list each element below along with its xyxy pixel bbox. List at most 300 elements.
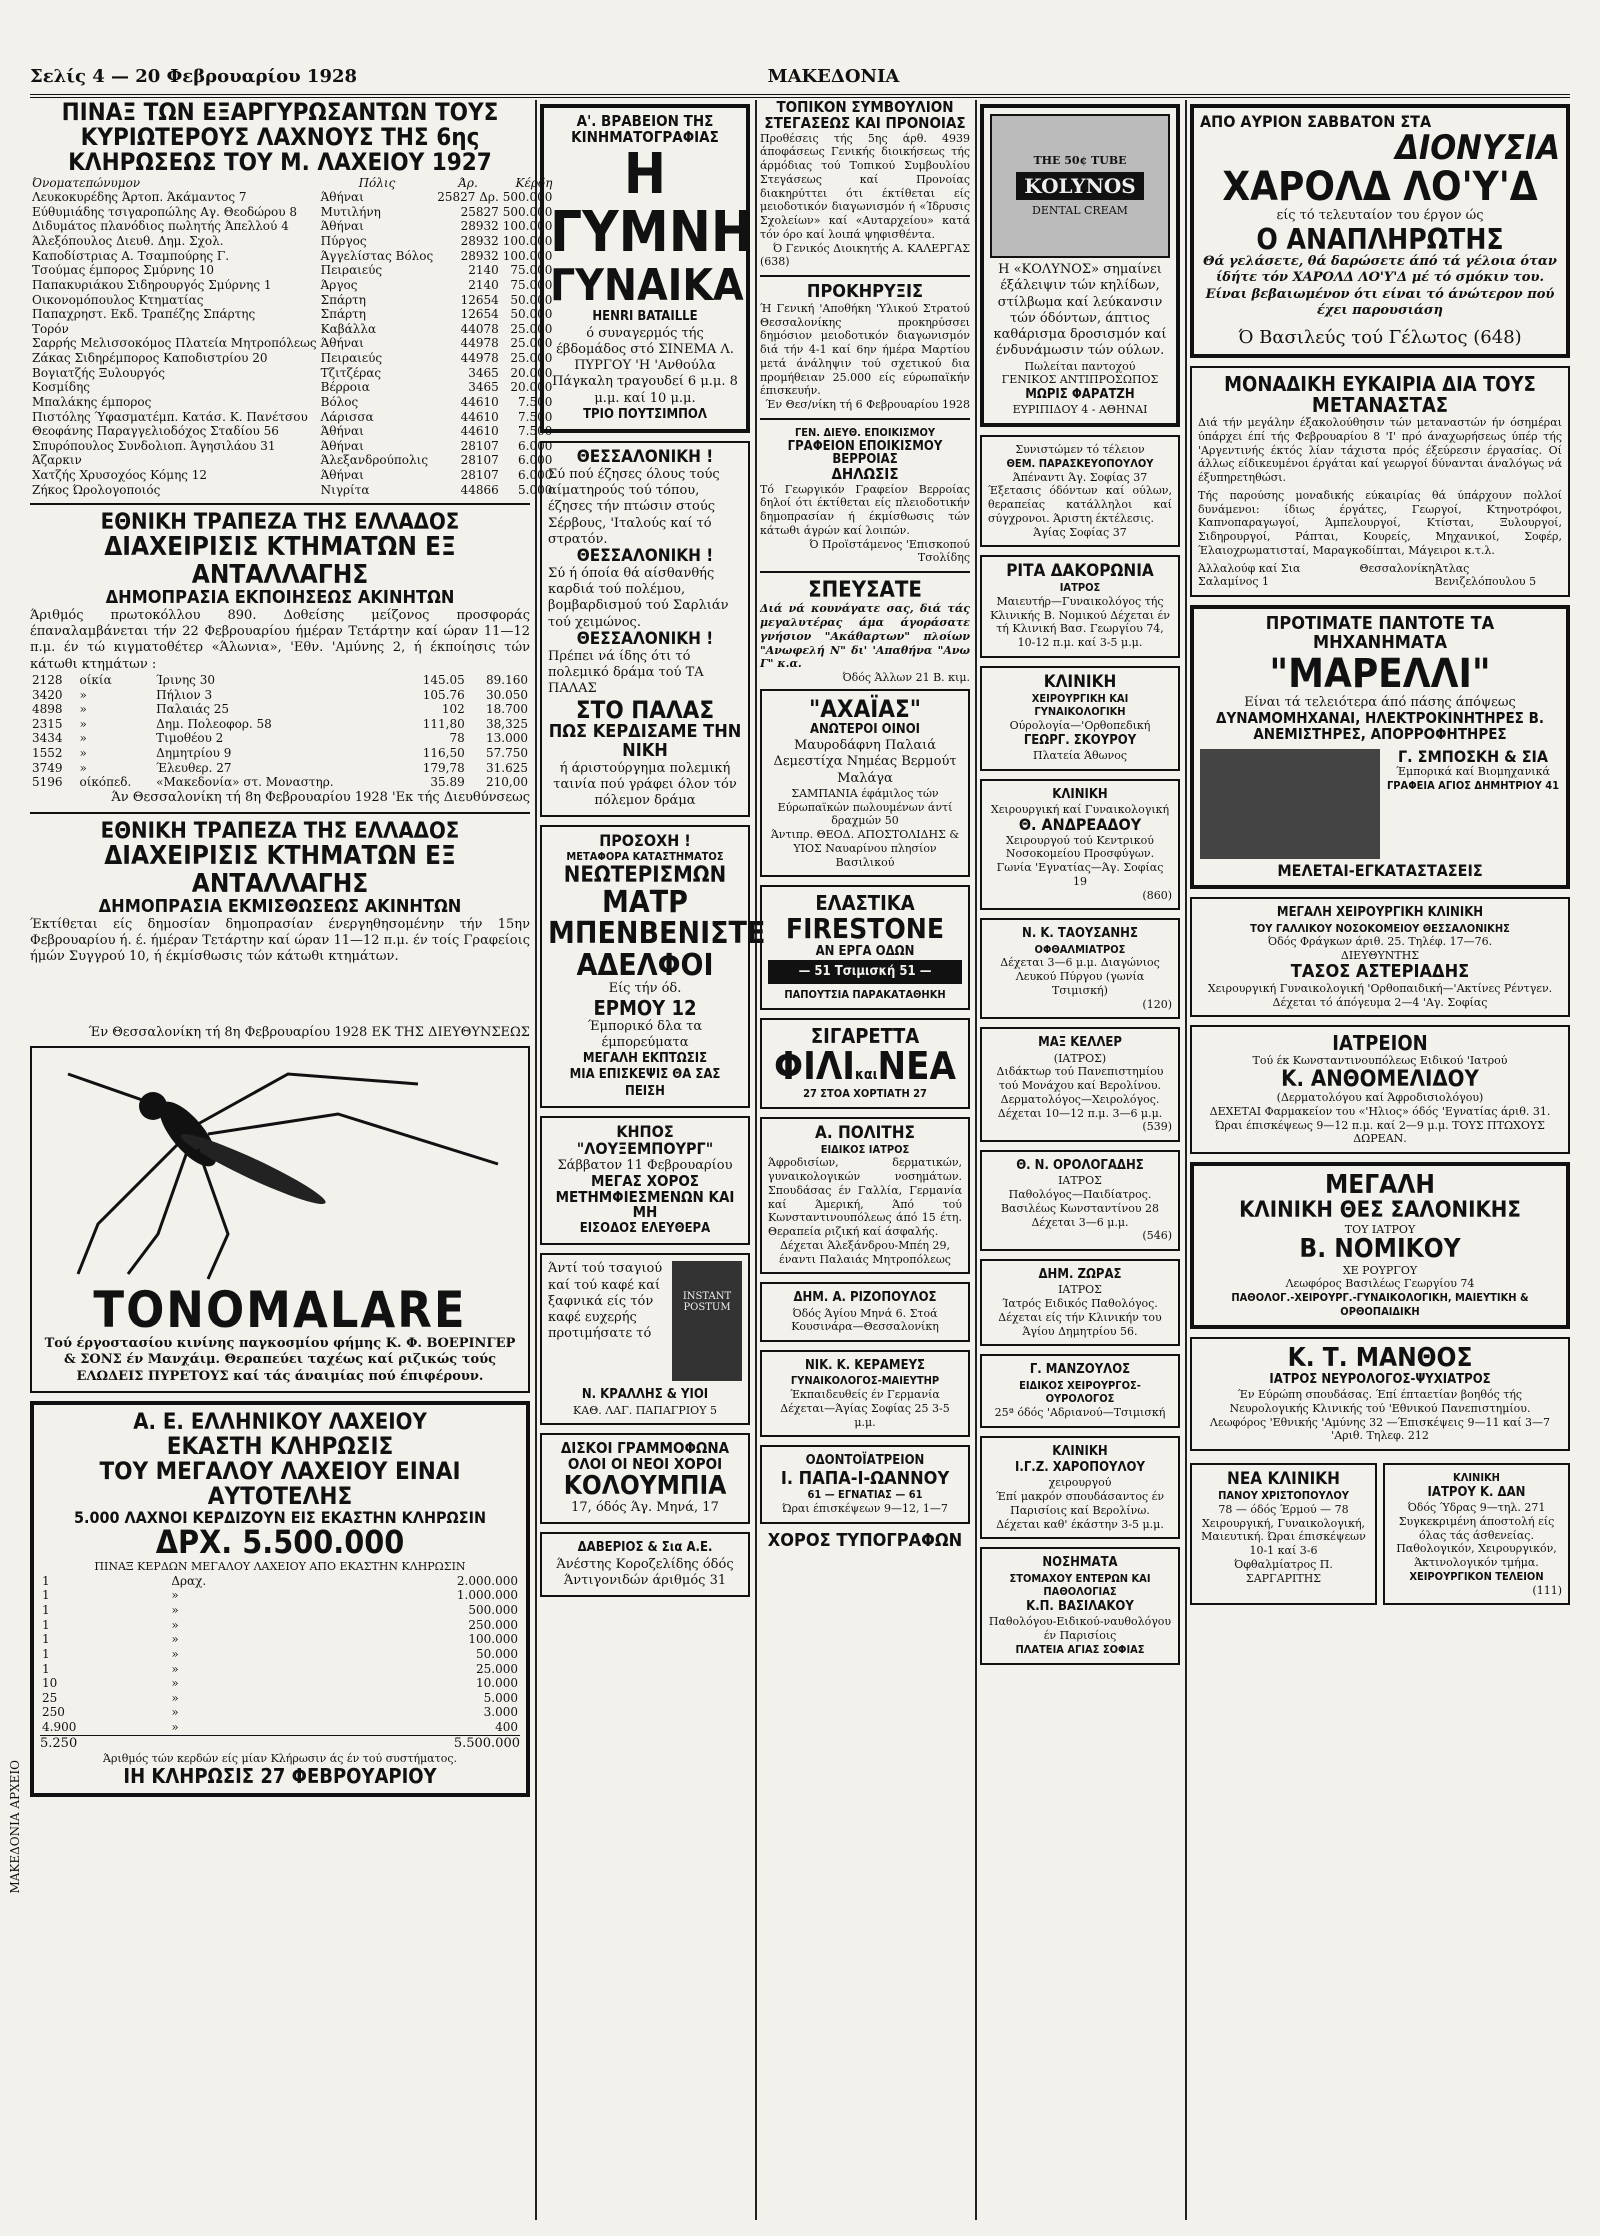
table-cell: Άζαρκιν [32,453,82,468]
table-cell: Σπάρτη [320,307,366,322]
table-cell: 28932 [460,234,499,249]
zoras-name: ΔΗΜ. ΖΩΡΑΣ [1038,1267,1122,1283]
rizopoulos-addr: Όδός Άγίου Μηνά 6. Στοά Κουσινάρα—Θεσσαλονίκη [791,1306,939,1334]
kolynos-sale: Πωλείται παντοχού [1024,359,1136,373]
table-row [30,761,530,776]
war-film-title: ΠΩΣ ΚΕΡΔΙΣΑΜΕ ΤΗΝ ΝΙΚΗ [548,720,742,761]
table-row [30,263,554,278]
table-cell: 78 [449,731,465,746]
table-cell: 25827 [460,204,499,219]
table-cell: Νιγρίτα [320,482,370,497]
table-cell: Άθήναι [320,438,364,453]
table-row [30,424,554,439]
table-cell: 500.000 [502,204,553,219]
table-cell: 1 [42,1617,50,1632]
anestis-addr: Άνέστης Κοροζελίδης όδός Άντιγονιδών άριθμός 31 [556,1556,734,1588]
table-cell: 100.000 [502,248,553,263]
table-cell: Παλαιάς 25 [156,702,230,717]
shop-l7: Έμπορικό δλα τα έμπορεύματα [587,1018,703,1050]
typographers-dance: ΧΟΡΟΣ ΤΥΠΟΓΡΑΦΩΝ [767,1529,963,1551]
nomikou-name: Β. ΝΟΜΙΚΟΥ [1299,1234,1461,1265]
next-draw: ΙΗ ΚΛΗΡΩΣΙΣ 27 ΦΕΒΡΟΥΑΡΙΟΥ [123,1763,437,1788]
marelli-agent2: Έμπορικά καί Βιομηχανικά [1396,765,1550,779]
council-h2: ΣΤΕΓΑΣΕΩΣ ΚΑΙ ΠΡΟΝΟΙΑΣ [764,113,966,132]
bank-division: ΔΙΑΧΕΙΡΙΣΙΣ ΚΤΗΜΑΤΩΝ ΕΞ ΑΝΤΑΛΛΑΓΗΣ [104,841,456,899]
table-cell: 5.000 [483,1690,518,1705]
table-cell: Τιμοθέου 2 [156,731,224,746]
lease-body: Έκτίθεται είς δημοσίαν δημοπρασίαν ένεργηθησομένην τήν 15ην Φεβρουαρίου ή. έ. ήμέραν Τετάρτην καί ώραν 11—12 π.μ. έν τοίς Γραφείοις ήμών Συγγρού 10, ή έκμίσθωσις τών κάτωθι κτημάτων. [30,916,530,965]
kolynos-addr: ΕΥΡΙΠΙΔΟΥ 4 - ΑΘΗΝΑΙ [1012,403,1148,417]
table-cell: Δημ. Πολεοφορ. 58 [156,716,272,731]
achaia-ad [760,689,970,878]
war-film-h2: ΘΕΣΣΑΛΟΝΙΚΗ ! [576,546,714,567]
war-film-sub: ή άριστούργημα πολεμική ταινία πού γράφει όλον τόν πόλεμον δράμα [553,760,737,809]
keller-body: Διδάκτωρ τού Πανεπιστημίου τού Μονάχου καί Βερολίνου. Δερματολόγος—Χειρολόγος. Δέχεται 10—12 π.μ. 3—6 μ.μ. [996,1065,1164,1120]
table-cell: 500.000 [468,1603,518,1618]
anthomelidou-sub: Τού έκ Κωνσταντινουπόλεως Ειδικού 'Ιατρού [1252,1054,1508,1068]
dan-foot: ΧΕΙΡΟΥΡΓΙΚΟΝ ΤΕΛΕΙΟΝ [1409,1569,1544,1583]
table-cell: Χατζής Χρυσοχόος Κόμης 12 [32,468,208,483]
taousanis-title: ΟΦΘΑΛΜΙΑΤΡΟΣ [1034,942,1126,956]
dan-num: (111) [1532,1583,1562,1597]
table-cell: 1 [42,1632,50,1647]
charopoulou-body: Έπί μακρόν σπουδάσαντος έν Παρισίοις καί Βερολίνω. Δέχεται καθ' έκάστην 3-5 μ.μ. [995,1490,1165,1531]
table-cell: 7.500 [518,424,553,439]
bank-division: ΔΙΑΧΕΙΡΙΣΙΣ ΚΤΗΜΑΤΩΝ ΕΞ ΑΝΤΑΛΛΑΓΗΣ [104,532,456,590]
spevsate-ad [760,579,970,685]
paraske-foot: Άγίας Σοφίας 37 [1033,525,1127,539]
shop-l8: ΜΕΓΑΛΗ ΕΚΠΤΩΣΙΣ [582,1051,708,1067]
nomikou-sub: ΤΟΥ ΙΑΤΡΟΥ [1344,1222,1416,1236]
dionysia-film: Ο ΑΝΑΠΛΗΡΩΤΗΣ [1256,222,1504,256]
table-row [40,1647,520,1662]
dakoronia-title: ΙΑΤΡΟΣ [1059,581,1101,595]
lottery-ad-l2: ΕΚΑΣΤΗ ΚΛΗΡΩΣΙΣ [166,1432,394,1461]
shop-name: ΜΑΤΡ ΜΠΕΝΒΕΝΙΣΤΕ ΑΔΕΛΦΟΙ [548,884,766,983]
firestone-addr: — 51 Τσιμισκή 51 — [768,960,962,984]
vasilakou-h2: ΣΤΟΜΑΧΟΥ ΕΝΤΕΡΩΝ ΚΑΙ ΠΑΘΟΛΟΓΙΑΣ [1009,1571,1151,1599]
spevsate-addr: Όδός Άλλων 21 Β. κιμ. [842,671,970,685]
table-cell: » [171,1646,179,1661]
postum-ad [540,1253,750,1425]
anthomelidou-role: (Δερματολόγου καί Άφροδισιολόγου) [1276,1091,1484,1105]
table-cell: 5196 [32,775,63,790]
archive-strip: ΜΑΚΕΔΟΝΙΑ ΑΡΧΕΙΟ [8,1760,22,1894]
column-rule [1185,100,1187,2220]
table-row [30,410,554,425]
dance-title: ΜΕΓΑΣ ΧΟΡΟΣ ΜΕΤΗΜΦΙΕΣΜΕΝΩΝ ΚΑΙ ΜΗ [555,1171,735,1222]
table-cell: 44078 [460,321,499,336]
clinic-sub: ΤΟΥ ΓΑΛΛΙΚΟΥ ΝΟΣΟΚΟΜΕΙΟΥ ΘΕΣΣΑΛΟΝΙΚΗΣ [1250,921,1510,935]
shop-l1: ΠΡΟΣΟΧΗ ! [599,831,691,851]
col-header: Άρ. [458,175,478,190]
vasilakou-ad [980,1547,1180,1664]
table-cell: 100.000 [468,1632,518,1647]
table-cell: 31.625 [486,760,528,775]
andreadou-sub: Χειρουργική καί Γυναικολογική [990,803,1170,817]
war-film-p1: Σύ πού έζησες όλους τούς αίματηρούς τού τόπου, έζησες τήν πτώσιν στούς Σέρβους, 'Ιταλούς καί τό στρατόν. [548,466,720,547]
achaia-agent: Άντιπρ. ΘΕΟΔ. ΑΠΟΣΤΟΛΙΔΗΣ & ΥΙΟΣ Ναυαρίνου πλησίον Βασιλικού [770,828,960,869]
auction-title: ΔΗΜΟΠΡΑΣΙΑ ΕΚΠΟΙΗΣΕΩΣ ΑΚΙΝΗΤΩΝ [105,587,455,608]
col-header: Όνοματεπώνυμον [32,175,141,190]
auction-footer: Άν Θεσσαλονίκη τή 8η Φεβρουαρίου 1928 'Εκ τής Διευθύνσεως [111,789,530,805]
table-cell: 179,78 [422,760,465,775]
dental-addr: 61 — ΕΓΝΑΤΙΑΣ — 61 [807,1488,923,1502]
table-cell: 75.000 [510,277,553,292]
table-cell: 111,80 [422,716,465,731]
postum-text: Άντί τού τσαγιού καί τού καφέ καί ξαφνικά είς τόν καφέ ευχερής προτιμήσατε τό [548,1261,663,1342]
newspaper-title: ΜΑΚΕΔΟΝΙΑ [767,65,900,87]
table-cell: 75.000 [510,263,553,278]
skouros-addr: Πλατεία Άθωνος [1032,749,1128,763]
cinema-foot: ΤΡΙΟ ΠΟΥΤΣΙΜΠΟΛ [583,406,707,422]
auction-body: Άριθμός πρωτοκόλλου 890. Δοθείσης μείζονος προσφοράς έπαναλαμβάνεται τήν 22 Φεβρουαρίου ήμέραν Τετάρτην καί ώραν 11—12 π.μ. έν τώ κιγματοθέτερ «Άλωνια», 'Εθν. 'Αμύνης 2, ή έκποίησις τών κάτωθι κτημάτων : [30,607,530,672]
table-cell: Άλεξανδρούπολις [320,453,429,468]
dental-hours: Ώραι έπισκέψεων 9—12, 1—7 [782,1502,948,1516]
emigrants-title: ΜΟΝΑΔΙΚΗ ΕΥΚΑΙΡΙΑ ΔΙΑ ΤΟΥΣ ΜΕΤΑΝΑΣΤΑΣ [1224,372,1536,418]
lease-footer: Έν Θεσσαλονίκη τή 8η Φεβρουαρίου 1928 ΕΚ ΤΗΣ ΔΙΕΥΘΥΝΣΕΩΣ [88,1025,530,1041]
table-cell: Καβάλλα [320,321,377,336]
table-cell: 2140 [468,277,499,292]
vasilakou-name: Κ.Π. ΒΑΣΙΛΑΚΟΥ [1026,1599,1134,1615]
table-cell: 25.000 [510,336,553,351]
table-row [40,1662,520,1677]
kerameus-title: ΓΥΝΑΙΚΟΛΟΓΟΣ-ΜΑΙΕΥΤΗΡ [790,1374,940,1388]
table-cell: 116,50 [422,746,465,761]
kolynos-body: Η «ΚΟΛΥΝΟΣ» σημαίνει έξάλειψιν τών κηλίδων, στίλβωμα καί λεύκανσιν τών όδόντων, άπτιος καθάρισμα δροσισμόν καί ένδυνάμωσιν τών ούλων. [993,262,1167,359]
table-cell: Οικονομόπουλος Κτηματίας [32,292,204,307]
film-title-1: Η ΓΥΜΝΗ [550,141,754,266]
tender-body: Ή Γενική 'Αποθήκη 'Υλικού Στρατού Θεσσαλονίκης προκηρύσσει δημόσιον μειοδοτικόν διαγωνισμόν διά τήν 4-1 καί 6ην ήμέρα Μαρτίου μετά άνάληψιν τού σχετικού δια προμήθειαν 25.000 είς εύρωπαϊκήν έπισκευήν. [760,301,970,398]
veroia-notice [760,426,970,565]
table-cell: 12654 [460,292,499,307]
cinema-body: ό συναγερμός τής έβδομάδος στό ΣΙΝΕΜΑ Λ. ΠΥΡΓΟΥ 'Η 'Ανθούλα Πάγκαλη τραγουδεί 6 μ.μ. 8 μ.μ. καί 10 μ.μ. [552,325,738,406]
marelli-foot: ΜΕΛΕΤΑΙ-ΕΓΚΑΤΑΣΤΑΣΕΙΣ [1277,860,1483,880]
taousanis-num: (120) [1142,997,1172,1011]
table-cell: » [171,1617,179,1632]
emigrants-ad [1190,366,1570,597]
col-header: Πόλις [358,175,396,190]
table-cell: Βέρροια [320,380,370,395]
table-row [30,395,554,410]
table-row [40,1705,520,1720]
table-cell: Παπακυριάκου Σιδηρουργός Σμύρνης 1 [32,277,272,292]
column-1 [30,98,553,2220]
dionysia-top: ΑΠΟ ΑΥΡΙΟΝ ΣΑΒΒΑΤΟΝ ΣΤΑ [1200,112,1432,131]
marelli-agent: Γ. ΣΜΠΟΣΚΗ & ΣΙΑ [1397,746,1549,766]
table-row [30,293,554,308]
keller-ad [980,1027,1180,1142]
dental-ad [760,1445,970,1524]
manthos-title: ΙΑΤΡΟΣ ΝΕΥΡΟΛΟΓΟΣ-ΨΥΧΙΑΤΡΟΣ [1269,1371,1491,1387]
table-cell: οίκία [79,672,112,687]
shop-l2: ΜΕΤΑΦΟΡΑ ΚΑΤΑΣΤΗΜΑΤΟΣ [566,850,724,864]
table-row [30,673,530,688]
tonomalare-text: Τού έργοστασίου κινίνης παγκοσμίου φήμης Κ. Φ. ΒΟΕΡΙΝΓΕΡ & ΣΟΝΣ έν Μανχάιμ. Θεραπεύει ταχέως καί ριζικώς τούς ΕΛΩΔΕΙΣ ΠΥΡΕΤΟΥΣ καί τάς άναιμίας πού έπιφέρουν. [44,1336,516,1384]
table-cell: 400 [495,1720,518,1735]
film-author: HENRI BATAILLE [592,309,698,325]
table-cell: » [171,1690,179,1705]
bank-auction-lease [30,820,530,1042]
nomikou-ad [1190,1162,1570,1328]
keller-name: ΜΑΞ ΚΕΛΛΕΡ [1038,1035,1122,1051]
table-cell: Σπάρτη [320,292,366,307]
veroia-h1: ΓΕΝ. ΔΙΕΥΘ. ΕΠΟΙΚΙΣΜΟΥ [794,425,936,439]
table-cell: 50.000 [510,307,553,322]
table-row [30,746,530,761]
table-cell: » [79,731,87,746]
table-cell: 35.89 [430,775,465,790]
table-cell: Πήλιον 3 [156,687,213,702]
prize-table [40,1574,520,1735]
table-cell: » [171,1705,179,1720]
table-cell: Δημητρίου 9 [156,746,232,761]
table-cell: Σαρρής Μελισσοκόμος Πλατεία Μητροπόλεως [32,336,317,351]
tender-title: ΠΡΟΚΗΡΥΞΙΣ [806,281,924,302]
dionysia-ad [1190,104,1570,358]
cinema-ad [540,104,754,433]
lottery-ad-l3: ΤΟΥ ΜΕΓΑΛΟΥ ΛΑΧΕΙΟΥ ΕΙΝΑΙ ΑΥΤΟΤΕΛΗΣ [99,1457,461,1511]
table-cell: Άθήναι [320,190,364,205]
anthomelidou-name: Κ. ΑΝΘΟΜΕΛΙΔΟΥ [1281,1067,1479,1093]
council-sign: Ό Γενικός Διοικητής Α. ΚΑΛΕΡΓΑΣ [773,241,970,255]
table-cell: 6.000 [518,438,553,453]
table-cell: Τσούμας έμπορος Σμύρνης 10 [32,263,215,278]
firestone-sub: ΑΝ ΕΡΓΑ ΟΔΩΝ [815,943,915,959]
kolumbia-addr: 17, όδός Άγ. Μηνά, 17 [571,1500,719,1516]
nomikou-addr: Λεωφόρος Βασιλέως Γεωργίου 74 [1285,1277,1475,1291]
paraske-top: Συνιστώμεν τό τέλειον [1015,443,1145,456]
table-row [30,775,530,790]
taousanis-body: Δέχεται 3—6 μ.μ. Διαγώνιος Λευκού Πύργου (γωνία Τσιμισκή) [1000,956,1160,997]
paraske-ad [980,435,1180,547]
shop-l5: Είς τήν όδ. [608,981,682,997]
achaia-title: "ΑΧΑΪΑΣ" [808,694,922,723]
kerameus-body: Έκπαιδευθείς έν Γερμανία Δέχεται—Άγίας Σοφίας 25 3-5 μ.μ. [780,1388,950,1429]
emigrants-body2: Τής παρούσης μοναδικής εύκαιρίας θά ύπάρχουν πολλοί δυνάμενοι: ίδιως έργάτες, Γεωργοί, Κτηνοτρόφοι, Καπνοπαραγωγοί, Άμπελουργοί, Κτίσται, Ξυλουργοί, Σιδηρουργοί, Ράπται, Κουρείς, Μηχανικοί, Σοφέρ, Έλαιοχρωματισταί, Μαραγκοδίπται, Μάγειροι κ.τ.λ. [1198,488,1562,557]
war-film-ad [540,441,750,817]
achaia-list: Μαυροδάφνη Παλαιά Δεμεστίχα Νημέας Βερμούτ Μαλάγα [773,738,957,786]
veroia-body: Τό Γεωργικόν Γραφείον Βερροίας δηλοί ότι έκτίθεται είς πλειοδοτικήν δημοπρασίαν ή έκμίσθωσις τών κάτωθι άγρών καί λοιπών. [760,482,970,537]
rizopoulos-ad [760,1282,970,1342]
andreadou-body: Χειρουργού τού Κεντρικού Νοσοκομείου Προσφύγων. Γωνία 'Εγνατίας—Άγ. Σοφίας 19 [996,833,1164,888]
table-cell: 1 [42,1603,50,1618]
orologas-title: ΙΑΤΡΟΣ [1058,1174,1102,1188]
table-cell: 10 [42,1676,58,1691]
table-cell: Παπαχρηστ. Εκδ. Τραπέζης Σπάρτης [32,307,256,322]
table-cell: Πύργος [320,234,367,249]
vasilakou-body: Παθολόγου-Ειδικού-ναυθολόγου έν Παρισίοις [988,1615,1172,1643]
lottery-ad-company: Α. Ε. ΕΛΛΗΝΙΚΟΥ ΛΑΧΕΙΟΥ [133,1409,427,1435]
table-cell: 210,00 [486,775,528,790]
keller-title: (ΙΑΤΡΟΣ) [1053,1051,1107,1065]
table-cell: Έλευθερ. 27 [156,760,232,775]
table-cell: Ζάκας Σιδηρέμπορος Καποδιστρίου 20 [32,351,268,366]
table-cell: 44866 [460,482,499,497]
dance-ad [540,1116,750,1245]
bank-name: ΕΘΝΙΚΗ ΤΡΑΠΕΖΑ ΤΗΣ ΕΛΛΑΔΟΣ [100,819,460,845]
auction-title: ΔΗΜΟΠΡΑΣΙΑ ΕΚΜΙΣΘΩΣΕΩΣ ΑΚΙΝΗΤΩΝ [98,895,462,917]
manthos-addr: Λεωφόρος 'Εθνικής 'Αμύνης 32 —Έπισκέψεις 9—11 καί 3—7 'Αριθ. Τηλεφ. 212 [1209,1415,1551,1443]
table-cell: οίκόπεδ. [79,775,132,790]
table-row [30,190,554,205]
war-film-p2: Σύ ή όποία θά αίσθανθής καρδιά τού πολέμου, βομβαρδισμού τού Σαρλιάν τού χειμώνος. [548,565,729,630]
marelli-list: ΔΥΝΑΜΟΜΗΧΑΝΑΙ, ΗΛΕΚΤΡΟΚΙΝΗΤΗΡΕΣ Β. ΑΝΕΜΙΣΤΗΡΕΣ, ΑΠΟΡΡΟΦΗΤΗΡΕΣ [1216,709,1544,743]
table-cell: 57.750 [486,746,528,761]
clinic-body: Χειρουργική Γυναικολογική 'Ορθοπαιδική—'Ακτίνες Ρέντγεν. Δέχεται τό άπόγευμα 2—4 'Αγ. Σοφίας [1207,981,1553,1009]
table-cell: 50.000 [476,1646,518,1661]
daveros-ad [540,1532,750,1597]
veroia-sign: Ό Προϊστάμενος 'Επισκοπού Τσολίδης [809,537,970,565]
table-cell: 1.000.000 [456,1588,518,1603]
politis-name: Α. ΠΟΛΙΤΗΣ [815,1122,915,1143]
table-row [40,1632,520,1647]
charopoulou-role: χειρουργού [1048,1476,1112,1490]
daveros-name: ΔΑΒΕΡΙΟΣ & Σια Α.Ε. [577,1540,713,1556]
table-cell: 13.000 [486,731,528,746]
table-cell: Μυτιλήνη [320,204,381,219]
table-cell: 145.05 [422,672,465,687]
table-cell: 25 [42,1690,58,1705]
dance-date: Σάββατον 11 Φεβρουαρίου [557,1157,733,1173]
table-cell: 6.000 [518,453,553,468]
table-cell: Άθήναι [320,468,364,483]
manzoulos-addr: 25ª όδός 'Αδριανού—Τσιμισκή [994,1406,1166,1420]
cig-addr: 27 ΣΤΟΑ ΧΟΡΤΙΑΤΗ 27 [803,1086,927,1100]
dance-venue: ΚΗΠΟΣ "ΛΟΥΞΕΜΠΟΥΡΓ" [576,1121,714,1158]
andreadou-ad [980,779,1180,911]
manthos-body: Έν Εύρώπη σπουδάσας. Έπί έπταετίαν βοηθός τής Νευρολογικής Κλινικής τού 'Εθνικού Πανεπιστημίου. [1229,1388,1531,1415]
table-cell: 500.000 [502,190,553,205]
cigarette-ad [760,1018,970,1109]
table-cell: 50.000 [510,292,553,307]
shop-l3: ΝΕΩΤΕΡΙΣΜΩΝ [563,862,727,888]
table-cell: » [79,760,87,775]
vasilakou-h1: ΝΟΣΗΜΑΤΑ [1042,1555,1118,1571]
kralis-addr: ΚΑΘ. ΛΑΓ. ΠΑΠΑΓΡΙΟΥ 5 [573,1403,717,1417]
nomikou-h1: ΜΕΓΑΛΗ [1325,1170,1435,1201]
dionysia-desc2: Είναι βεβαιωμένον ότι είναι τό άνώτερον πού έχει παρουσιάση [1205,286,1555,318]
table-row [30,249,554,264]
table-cell: Μπαλάκης έμπορος [32,394,152,409]
council-num: (638) [760,255,790,269]
table-cell: Άλεξόπουλος Διευθ. Δημ. Σχολ. [32,234,224,249]
table-cell: 44610 [460,424,499,439]
kolynos-ad [980,104,1180,427]
council-body: Προθέσεις τής 5ης άρθ. 4939 άποφάσεως Γενικής διοικήσεως τής άρμόδιας τού Τοπικού Συμβουλίου Στεγάσεως καί Προνοίας διακηρύττει ότι έκτίθεται είς μειοδοτικόν διαγωνισμόν ή «Ίδρυσις Σχολείων» καί «Αυταρχείου» κατά τόν όρο καί λοιπά ψηφισθέντα. [760,131,970,241]
table-row [30,205,554,220]
council-notice [760,100,970,269]
table-cell: 3465 [468,365,499,380]
table-cell: Κοσμίδης [32,380,91,395]
col-header: Κέρδη [515,175,553,190]
table-cell: 1 [42,1573,50,1588]
motor-illustration [1200,749,1380,859]
table-row [30,731,530,746]
paraske-addr: Άπέναντι Άγ. Σοφίας 37 [1012,470,1148,484]
veroia-h3: ΔΗΛΩΣΙΣ [831,464,899,483]
veroia-h2: ΓΡΑΦΕΙΟΝ ΕΠΟΙΚΙΣΜΟΥ ΒΕΡΡΟΙΑΣ [787,438,943,468]
kralis-name: Ν. ΚΡΑΛΛΗΣ & ΥΙΟΙ [581,1387,709,1403]
table-cell: 1552 [32,746,63,761]
tender-notice [760,283,970,412]
dan-body: Όδός Ύδρας 9—τηλ. 271 Συγκεκριμένη άποστολή είς όλας τάς άσθενείας. Παθολογικόν, Χειρουργικόν, Άκτινολογικόν τμήμα. [1396,1501,1557,1570]
table-cell: 25827 Δρ. [437,190,499,205]
war-film-cinema: ΣΤΟ ΠΑΛΑΣ [575,695,715,724]
firestone-top: ΕΛΑΣΤΙΚΑ [815,891,915,916]
andreadou-title: ΚΛΙΝΙΚΗ [1052,786,1108,802]
column-3 [760,100,970,2220]
table-row [30,234,554,249]
table-cell: Άθήναι [320,219,364,234]
table-cell: » [171,1588,179,1603]
skouros-name: ΓΕΩΡΓ. ΣΚΟΥΡΟΥ [1023,732,1137,748]
rizopoulos-name: ΔΗΜ. Α. ΡΙΖΟΠΟΥΛΟΣ [793,1290,937,1306]
table-cell: Δραχ. [171,1573,207,1588]
lottery-winners [30,98,553,497]
politis-body: Άφροδισίων, δερματικών, γυναικολογικών νοσημάτων. Σπουδάσας έν Γαλλία, Γερμανία καί Άμερική, Άπό τού Κωνσταντινουπόλεως άπό 15 έτη. Θεραπεία ριζική καί άσφαλής. [768,1156,962,1239]
table-row [30,717,530,732]
table-cell: 102 [441,702,465,717]
emigrants-body: Διά τήν μεγάλην έξακολούθησιν τών μεταναστών ήν όσημέραι ύπάρχει έπί τής Φεβρουαρίου 8 'Ι' πρό άναχωρήσεως ύπέρ τής 'Αργεντινής έκτός λίαν τάχιστα πρός έξεύρεσιν έργασίας. Οί άλλως είδικευμένοι έργάται καί γεωργοί δύνανται άναλόγως νά έξυπηρετηθώσι. [1198,416,1562,485]
table-row [40,1574,520,1589]
table-cell: 4.900 [42,1720,77,1735]
dental-title: ΟΔΟΝΤΟΪΑΤΡΕΙΟΝ [805,1453,925,1469]
dakoronia-body: Μαιευτήρ—Γυναικολόγος τής Κλινικής Β. Νομικού Δέχεται έν τή Κλινική Βασ. Γεωργίου 74, 10-12 π.μ. καί 3-5 μ.μ. [990,594,1170,650]
table-cell: 28932 [460,248,499,263]
prize-table-title: ΠΙΝΑΞ ΚΕΡΔΩΝ ΜΕΓΑΛΟΥ ΛΑΧΕΙΟΥ ΑΠΟ ΕΚΑΣΤΗΝ ΚΛΗΡΩΣΙΝ [94,1560,466,1574]
gramophone-title: ΔΙΣΚΟΙ ΓΡΑΜΜΟΦΩΝΑ ΟΛΟΙ ΟΙ ΝΕΟΙ ΧΟΡΟΙ [560,1439,730,1474]
clinic-dir: ΔΙΕΥΘΥΝΤΗΣ [1340,949,1420,963]
charopoulou-title: ΚΛΙΝΙΚΗ [1052,1443,1108,1459]
table-cell: 1 [42,1646,50,1661]
table-row [40,1603,520,1618]
paraske-name: ΘΕΜ. ΠΑΡΑΣΚΕΥΟΠΟΥΛΟΥ [1006,456,1154,470]
table-row [30,702,530,717]
tender-date: Έν Θεσ/νίκη τή 6 Φεβρουαρίου 1928 [765,398,970,412]
war-film-h1: ΘΕΣΣΑΛΟΝΙΚΗ ! [576,447,714,468]
lottery-winners-table [30,176,554,498]
taousanis-name: Ν. Κ. ΤΑΟΥΣΑΝΗΣ [1022,926,1138,942]
table-cell: Καποδίστριας Α. Τσαμπούρης Γ. [32,248,230,263]
clinic-director: ΤΑΣΟΣ ΑΣΤΕΡΙΑΔΗΣ [1290,960,1470,982]
dental-name: Ι. ΠΑΠΑ-Ι-ΩΑΝΝΟΥ [780,1467,950,1489]
table-cell: 12654 [460,307,499,322]
table-cell: » [171,1661,179,1676]
table-cell: 250.000 [468,1617,518,1632]
table-cell: Τζιτζέρας [320,365,382,380]
table-cell: » [171,1632,179,1647]
dance-entry: ΕΙΣΟΔΟΣ ΕΛΕΥΘΕΡΑ [579,1221,711,1237]
shop-l9: ΜΙΑ ΕΠΙΣΚΕΨΙΣ ΘΑ ΣΑΣ ΠΕΙΣΗ [569,1067,721,1099]
table-cell: 7.500 [518,394,553,409]
skouros-sub2: Ούρολογία—'Ορθοπεδική [1009,719,1151,733]
manzoulos-name: Γ. ΜΑΝΖΟΥΛΟΣ [1029,1362,1131,1378]
tonomalare-ad [30,1046,530,1393]
asteriadis-ad [1190,897,1570,1017]
charopoulou-ad [980,1436,1180,1540]
table-row [40,1618,520,1633]
cig-title: ΣΙΓΑΡΕΤΤΑ [810,1024,920,1049]
table-row [30,351,554,366]
table-cell: 28107 [460,438,499,453]
column-rule [755,100,757,2220]
mosquito-illustration [38,1054,522,1284]
dionysia-desc1: Θά γελάσετε, θά δαρώσετε άπό τά γέλοια όταν ίδήτε τόν ΧΑΡΟΛΔ ΛΟ'Υ'Δ μέ τό σμόκιν του. [1203,254,1557,286]
manthos-name: Κ. Τ. ΜΑΝΘΟΣ [1287,1342,1473,1373]
firestone-ad [760,885,970,1010]
table-cell: Άθήναι [320,424,364,439]
